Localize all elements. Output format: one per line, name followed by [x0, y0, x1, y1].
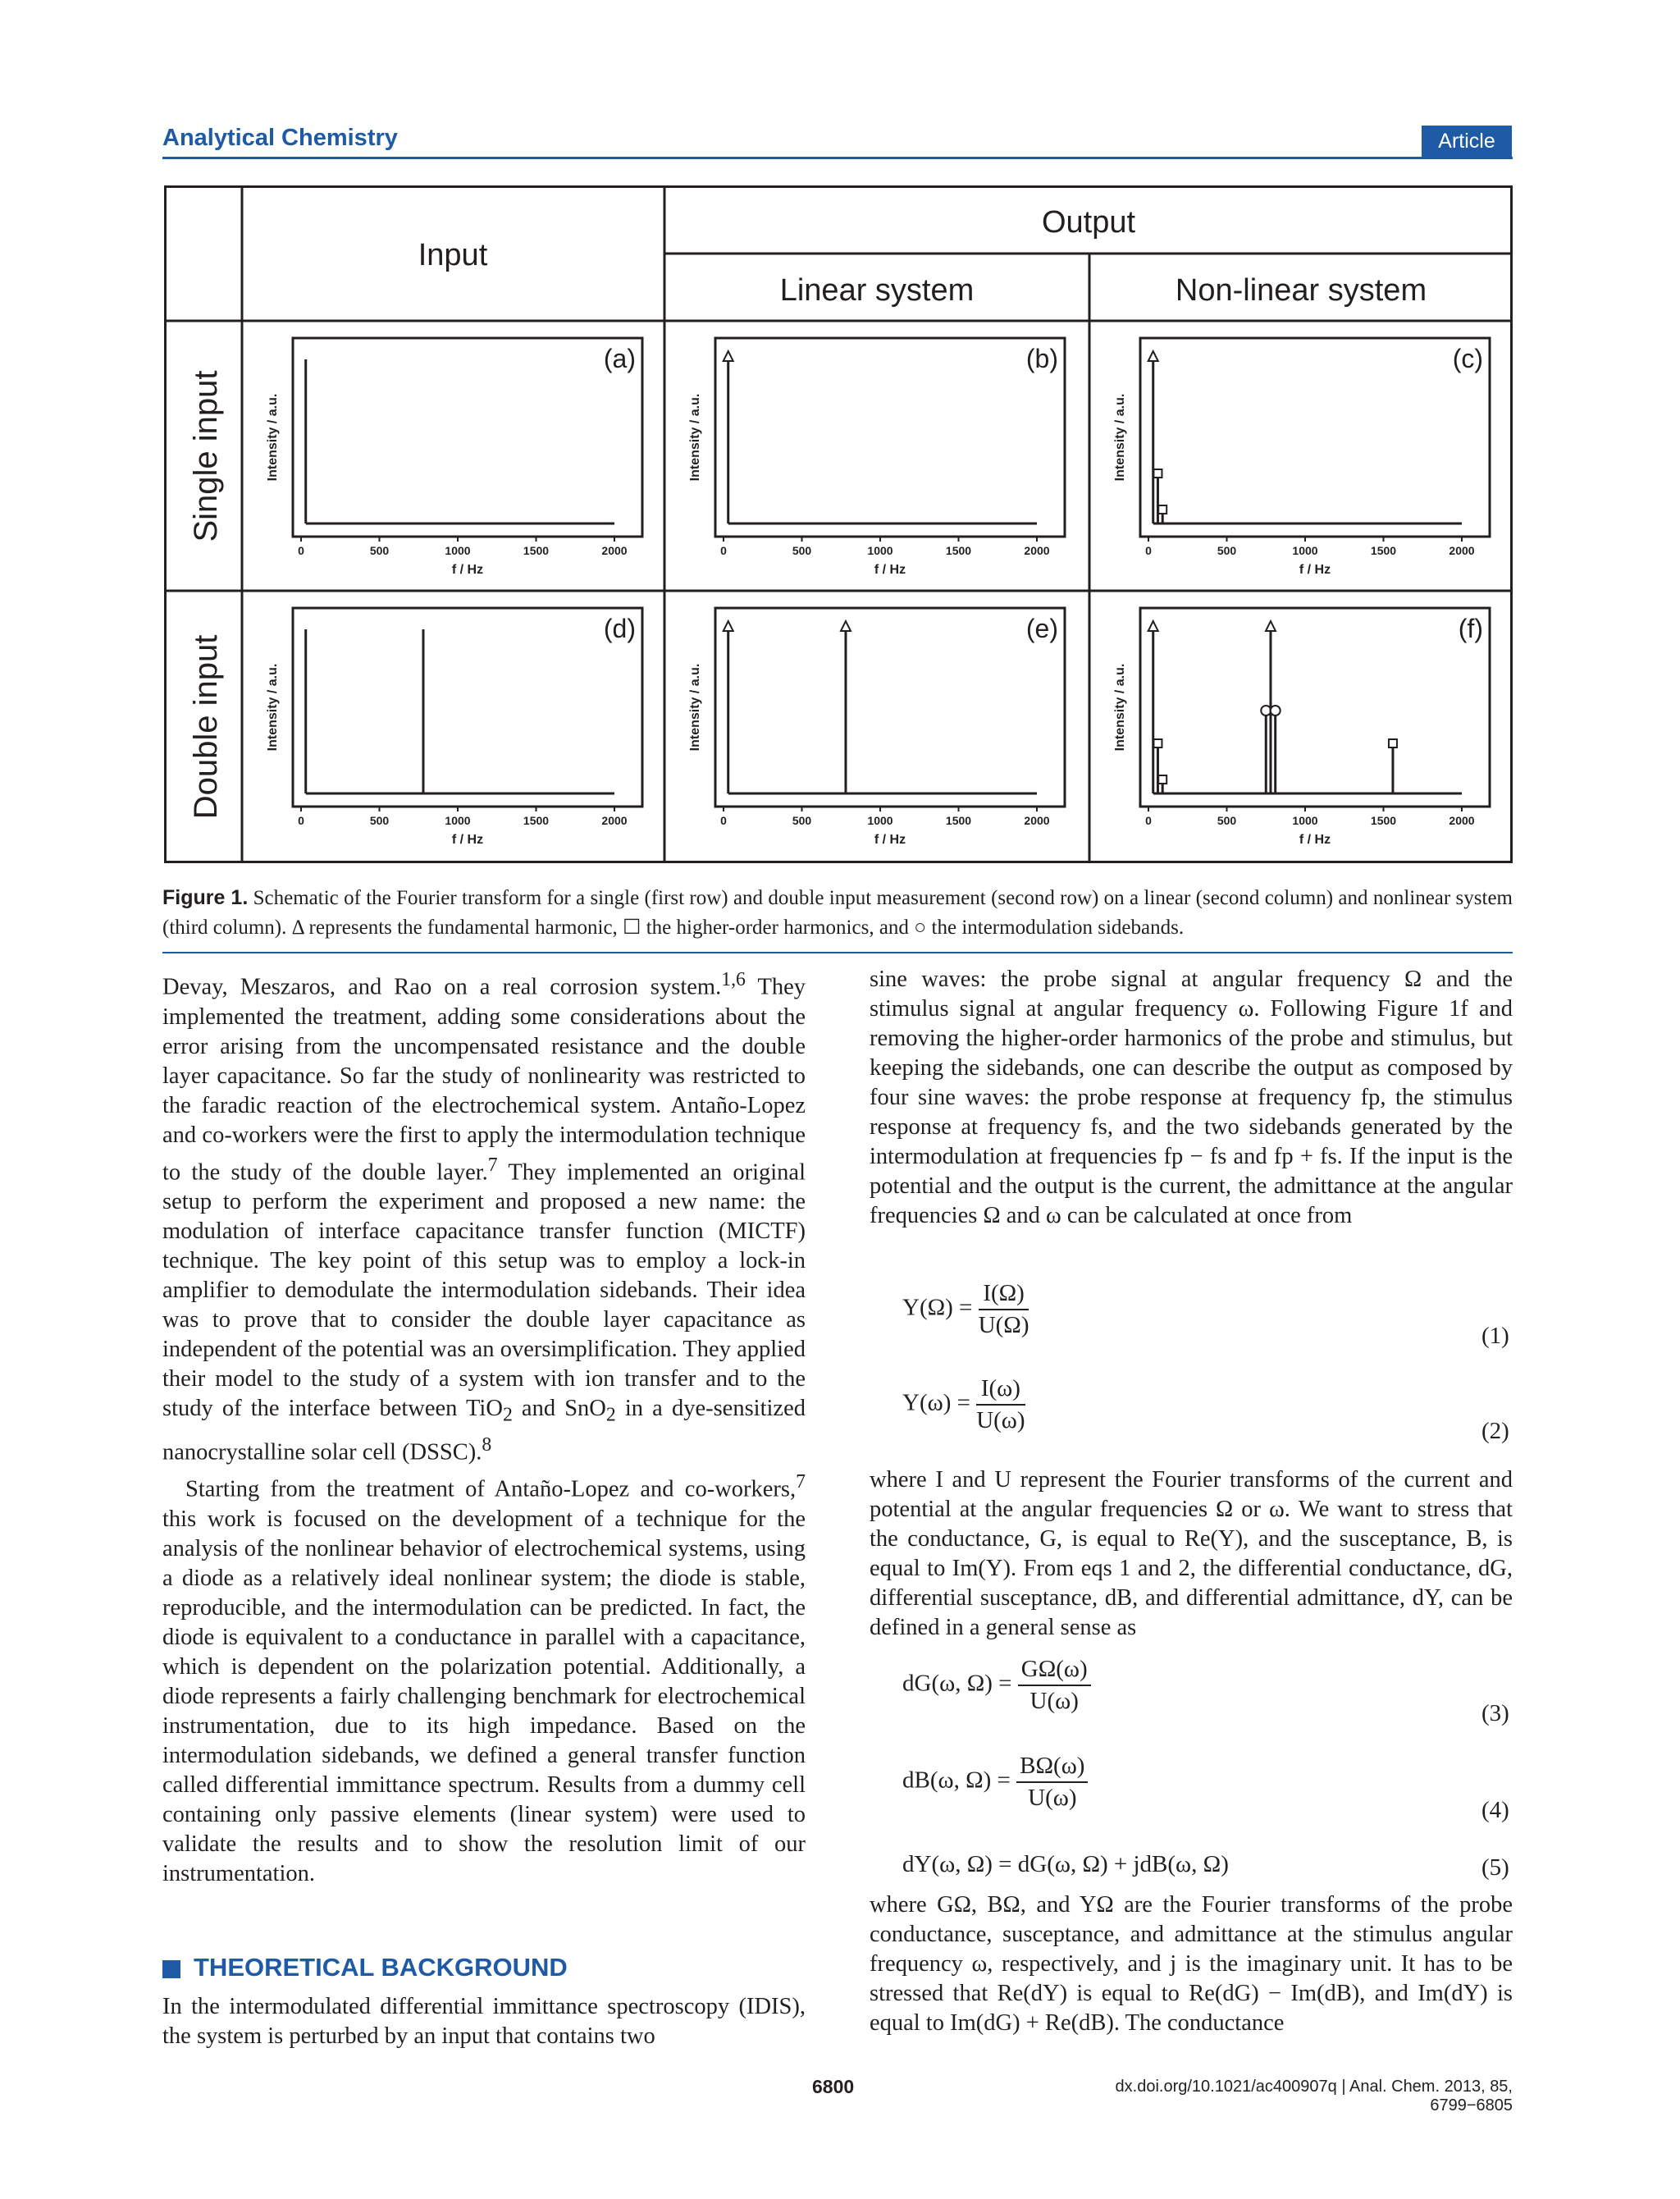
triangle-marker	[1148, 351, 1158, 361]
triangle-marker	[1266, 621, 1276, 631]
x-tick-label: 500	[369, 544, 390, 557]
journal-title: Analytical Chemistry	[162, 125, 398, 151]
x-tick-label: 500	[369, 814, 390, 827]
panels	[266, 338, 1490, 847]
x-tick-label: 2000	[1024, 814, 1050, 827]
panel-f	[1113, 608, 1490, 847]
x-axis-label: f / Hz	[874, 833, 906, 847]
x-tick-label: 1000	[445, 814, 471, 827]
panel-frame	[1140, 608, 1490, 807]
left-column	[162, 965, 806, 1889]
equation-3-number: (3)	[1481, 1700, 1509, 1726]
square-marker	[1158, 775, 1166, 784]
right-paragraph-2: where I and U represent the Fourier transforms of the current and potential at the angular frequencies Ω or ω. We want to stress that the conductance, G, is equal to Re(Y), and the susceptance, B, is equal to Im(Y). From eqs 1 and 2, the differential conductance, dG, differential susceptance, dB, and differential admittance, dY, can be defined in a general sense as	[870, 1467, 1513, 1640]
row-header-single: Single input	[188, 370, 224, 542]
square-marker	[1158, 505, 1166, 514]
square-marker	[1153, 469, 1162, 478]
y-axis-label: Intensity / a.u.	[688, 393, 702, 482]
x-tick-label: 500	[1217, 544, 1237, 557]
section-square-icon	[162, 1960, 180, 1978]
x-tick-label: 2000	[1024, 544, 1050, 557]
x-tick-label: 1500	[945, 544, 972, 557]
x-tick-label: 2000	[1449, 814, 1475, 827]
panel-label: (f)	[1458, 614, 1483, 643]
y-axis-label: Intensity / a.u.	[1113, 663, 1127, 752]
x-tick-label: 500	[792, 814, 812, 827]
triangle-marker	[841, 621, 851, 631]
caption-label: Figure 1.	[162, 886, 249, 909]
x-tick-label: 0	[1145, 544, 1152, 557]
equation-4: dB(ω, Ω) = $\frac{B\Omega(\omega)}{U(\omega)}$	[902, 1753, 1088, 1812]
x-tick-label: 0	[720, 814, 727, 827]
panel-frame	[715, 338, 1065, 537]
x-axis-label: f / Hz	[1299, 563, 1331, 577]
panel-label: (d)	[603, 614, 636, 643]
figure-caption	[162, 883, 1513, 943]
square-marker	[1153, 739, 1162, 747]
equation-2-number: (2)	[1481, 1418, 1509, 1444]
section-heading: THEORETICAL BACKGROUND	[162, 1953, 568, 1982]
x-tick-label: 500	[1217, 814, 1237, 827]
triangle-marker	[1148, 621, 1158, 631]
right-paragraph-1: sine waves: the probe signal at angular frequency Ω and the stimulus signal at angular frequency ω. Following Figure 1f and removing the higher-order harmonics of the probe and stimulus, but keeping the sidebands, one can describe the output as composed by four sine waves: the probe response at frequency fp, the stimulus response at frequency fs, and the two sidebands generated by the intermodulation at frequencies fp − fs and fp + fs. If the input is the potential and the output is the current, the admittance at the angular frequencies Ω and ω can be calculated at once from	[870, 967, 1513, 1228]
circle-marker	[1271, 706, 1281, 715]
x-tick-label: 1000	[1292, 544, 1318, 557]
equation-5: dY(ω, Ω) = dG(ω, Ω) + jdB(ω, Ω)	[902, 1851, 1229, 1877]
doi-citation: dx.doi.org/10.1021/ac400907q | Anal. Chem. 2013, 85, 6799−6805	[1115, 2078, 1513, 2114]
x-tick-label: 0	[1145, 814, 1152, 827]
x-tick-label: 0	[298, 814, 304, 827]
y-axis-label: Intensity / a.u.	[266, 393, 280, 482]
y-axis-label: Intensity / a.u.	[688, 663, 702, 752]
x-tick-label: 1000	[445, 544, 471, 557]
x-tick-label: 1500	[1370, 814, 1397, 827]
x-tick-label: 1000	[867, 814, 893, 827]
left-column-section-text	[162, 1992, 806, 2051]
panel-frame	[715, 608, 1065, 807]
right-paragraph-3: where GΩ, BΩ, and YΩ are the Fourier transforms of the probe conductance, susceptance, and admittance at the stimulus angular frequency ω, respectively, and j is the imaginary unit. It has to be stressed that Re(dY) is equal to Re(dG) − Im(dB), and Im(dY) is equal to Im(dG) + Re(dB). The conductance	[870, 1892, 1513, 2036]
x-axis-label: f / Hz	[1299, 833, 1331, 847]
equation-3: dG(ω, Ω) = $\frac{G\Omega(\omega)}{U(\omega)}$	[902, 1656, 1091, 1715]
equation-4-number: (4)	[1481, 1797, 1509, 1823]
x-tick-label: 1000	[867, 544, 893, 557]
x-tick-label: 1500	[523, 544, 550, 557]
x-tick-label: 2000	[601, 544, 628, 557]
panel-frame	[293, 608, 642, 807]
col-header-linear: Linear system	[779, 273, 975, 308]
x-tick-label: 1000	[1292, 814, 1318, 827]
panel-label: (c)	[1452, 344, 1483, 373]
y-axis-label: Intensity / a.u.	[266, 663, 280, 752]
paragraph-1: Devay, Meszaros, and Rao on a real corrosion system.$^{1,6}$ They implemented the treatment, adding some considerations about the error arising from the uncompensated resistance and the double layer capacitance. So far the study of nonlinearity was restricted to the faradic reaction of the electrochemical system. Antaño-Lopez and co-workers were the first to apply the intermodulation technique to the study of the double layer.$^7$ They implemented an original setup to perform the experiment and proposed a new name: the modulation of interface capacitance transfer function (MICTF) technique. The key point of this setup was to employ a lock-in amplifier to demodulate the intermodulation sidebands. Their idea was to prove that to consider the double layer capacitance as independent of the potential was an oversimplification. They applied their model to the study of a system with ion transfer and to the study of the interface between TiO$_2$ and SnO$_2$ in a dye-sensitized nanocrystalline solar cell (DSSC).$^8$	[162, 969, 806, 1465]
x-tick-label: 1500	[945, 814, 972, 827]
equation-1-number: (1)	[1481, 1323, 1509, 1349]
x-tick-label: 500	[792, 544, 812, 557]
x-axis-label: f / Hz	[874, 563, 906, 577]
panel-label: (e)	[1025, 614, 1058, 643]
panel-a	[266, 338, 642, 577]
equation-1: Y(Ω) = $\frac{I(\Omega)}{U(\Omega)}$	[902, 1280, 1029, 1338]
panel-d	[266, 608, 642, 847]
col-header-nonlinear: Non-linear system	[1175, 273, 1427, 308]
panel-label: (b)	[1025, 344, 1058, 373]
x-axis-label: f / Hz	[451, 833, 484, 847]
x-tick-label: 2000	[1449, 544, 1475, 557]
x-tick-label: 2000	[601, 814, 628, 827]
panel-b	[688, 338, 1065, 577]
row-header-double: Double input	[188, 634, 224, 820]
triangle-marker	[724, 351, 733, 361]
triangle-marker	[724, 621, 733, 631]
figure-1	[164, 185, 1513, 863]
panel-e	[688, 608, 1065, 847]
caption-text: Schematic of the Fourier transform for a single (first row) and double input measurement (second row) on a linear (second column) and nonlinear system (third column). Δ represents the fundamental harmonic, ☐ the higher-order harmonics, and ○ the intermodulation sidebands.	[162, 887, 1513, 939]
col-header-output: Output	[1041, 205, 1136, 240]
x-tick-label: 1500	[523, 814, 550, 827]
right-column-3	[870, 1890, 1513, 2038]
panel-c	[1113, 338, 1490, 577]
y-axis-label: Intensity / a.u.	[1113, 393, 1127, 482]
article-badge: Article	[1422, 126, 1512, 157]
caption-rule	[162, 952, 1513, 953]
panel-frame	[293, 338, 642, 537]
right-column-2	[870, 1465, 1513, 1643]
header-rule	[162, 157, 1513, 159]
square-marker	[1389, 739, 1397, 747]
page-number: 6800	[812, 2076, 855, 2097]
x-tick-label: 0	[298, 544, 304, 557]
x-axis-label: f / Hz	[451, 563, 484, 577]
panel-label: (a)	[603, 344, 636, 373]
x-tick-label: 1500	[1370, 544, 1397, 557]
x-tick-label: 0	[720, 544, 727, 557]
paragraph-3: In the intermodulated differential immittance spectroscopy (IDIS), the system is perturbed by an input that contains two	[162, 1994, 806, 2049]
paragraph-2: Starting from the treatment of Antaño-Lopez and co-workers,$^7$ this work is focused on the development of a technique for the analysis of the nonlinear behavior of electrochemical systems, using a diode as a relatively ideal nonlinear system; the diode is stable, reproducible, and the intermodulation can be predicted. In fact, the diode is equivalent to a conductance in parallel with a capacitance, which is dependent on the polarization potential. Additionally, a diode represents a fairly challenging benchmark for electrochemical instrumentation, due to its high impedance. Based on the intermodulation sidebands, we defined a general transfer function called differential immittance spectrum. Results from a dummy cell containing only passive elements (linear system) were used to validate the results and to show the resolution limit of our instrumentation.	[162, 1471, 806, 1886]
col-header-input: Input	[418, 238, 488, 272]
equation-5-number: (5)	[1481, 1854, 1509, 1881]
circle-marker	[1261, 706, 1271, 715]
right-column	[870, 965, 1513, 1231]
equation-2: Y(ω) = $\frac{I(\omega)}{U(\omega)}$	[902, 1375, 1025, 1433]
panel-frame	[1140, 338, 1490, 537]
